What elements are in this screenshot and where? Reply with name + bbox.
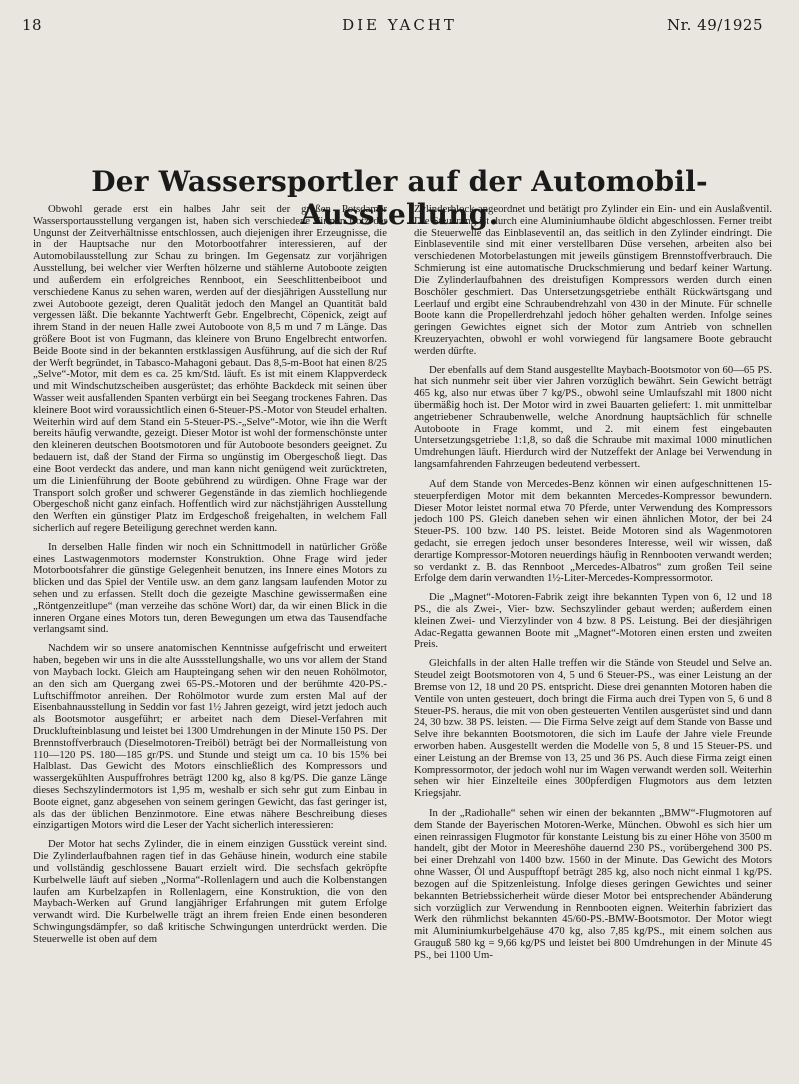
page-number: 18: [22, 16, 43, 34]
issue-number: Nr. 49/1925: [667, 16, 763, 34]
paragraph: Die „Magnet“-Motoren-Fabrik zeigt ihre bekannten Typen von 6, 12 und 18 PS., die als Zwei-, Vier- bzw. Sechszylinder gebaut werden; außerdem einen kleinen Zwei- und Vierzylinder von 4 bzw. 8 PS. Leistung. Bei der diesjährigen Adac-Regatta gewannen Boote mit „Magnet“-Motoren einen ersten und zweiten Preis.: [414, 591, 772, 651]
paragraph: Obwohl gerade erst ein halbes Jahr seit der großen Potsdamer Wassersportausstellung vergangen ist, haben sich verschiedene Firmen trotz der Ungunst der Zeitverhältnisse entschlossen, auch diejenigen ihrer Erzeugnisse, die in der Hauptsache nur den Motorbootfahrer interessieren, auf der Automobilausstellung zur Schau zu bringen. Im Gegensatz zur vorjährigen Ausstellung, bei welcher vier Werften hölzerne und stählerne Autoboote zeigten und außerdem ein erfolgreiches Rennboot, ein Seeschlittenbeiboot und verschiedene Kanus zu sehen waren, werden auf der diesjährigen Ausstellung nur zwei Autoboote gezeigt, deren Qualität jedoch den Mangel an Quantität bald vergessen läßt. Die bekannte Yachtwerft Gebr. Engelbrecht, Cöpenick, zeigt auf ihrem Stand in der neuen Halle zwei Autoboote von 8,5 m und 7 m Länge. Das größere Boot ist von Fugmann, das kleinere von Bruno Engelbrecht entworfen. Beide Boote sind in der bekannten erstklassigen Ausführung, auf die sich der Ruf der Werft begründet, in Tabasco-Mahagoni gebaut. Das 8,5-m-Boot hat einen 8/25 „Selve“-Motor, mit dem es ca. 25 km/Std. läuft. Es ist mit einem Klappverdeck und mit Windschutzscheiben ausgerüstet; das erhöhte Backdeck mit seinen über Wasser weit ausfallenden Spanten verbürgt ein bei Seegang trockenes Fahren. Das kleinere Boot wird voraussichtlich einen 6-Steuer-PS.-Motor von Steudel erhalten. Weiterhin wird auf dem Stand ein 5-Steuer-PS.-„Selve“-Motor, wie ihn die Werft bereits häufig verwandte, gezeigt. Dieser Motor ist wohl der formenschönste unter den kleineren deutschen Bootsmotoren und für Autoboote besonders geeignet. Zu bedauern ist, daß der Stand der Firma so ungünstig im Obergeschoß liegt. Das eine Boot verdeckt das andere, und man kann nicht genügend weit zurücktreten, um die Linienführung der Boote gebührend zu würdigen. Ohne Frage war der Transport solch großer und schwerer Gegenstände in das ziemlich hochliegende Obergeschoß nicht ganz einfach. Hoffentlich wird zur nächstjährigen Ausstellung den Werften ein günstiger Platz im Erdgeschoß freigehalten, in welchem Fall sicherlich auf regere Beteiligung gerechnet werden kann.: [33, 203, 387, 534]
paragraph: Nachdem wir so unsere anatomischen Kenntnisse aufgefrischt und erweitert haben, begeben wir uns in die alte Aussstellungshalle, wo uns vor allem der Stand von Maybach lockt. Gleich am Haupteingang sehen wir den neuen Rohölmotor, an den sich am Quergang zwei 65-PS.-Motoren und der berühmte 420-PS.-Luftschiffmotor anreihen. Der Rohölmotor wurde zum ersten Mal auf der Eisenbahnausstellung in Seddin vor fast 1½ Jahren gezeigt, wird jetzt jedoch auch als Bootsmotor ausgeführt; er arbeitet nach dem Diesel-Verfahren mit Drucklufteinblasung und leistet bei 1300 Umdrehungen in der Minute 150 PS. Der Brennstoffverbrauch (Dieselmotoren-Treiböl) beträgt bei der Normalleistung von 110—120 PS. 180—185 gr/PS. und Stunde und steigt um ca. 10 bis 15% bei Halblast. Das Gewicht des Motors einschließlich des Kompressors und wassergekühlten Auspuffrohres beträgt 1200 kg, also 8 kg/PS. Die ganze Länge dieses Sechszylindermotors ist 1,95 m, weshalb er sich sehr gut zum Einbau in Boote eignet, ganz abgesehen von seinem geringen Gewicht, das fast geringer ist, als das der üblichen Benzinmotore. Eine etwas nähere Beschreibung dieses einzigartigen Motors wird die Leser der Yacht sicherlich interessieren:: [33, 642, 387, 832]
right-column: [414, 204, 772, 969]
paragraph: In der „Radiohalle“ sehen wir einen der bekannten „BMW“-Flugmotoren auf dem Stande der Bayerischen Motoren-Werke, München. Obwohl es sich hier um einen reinrassigen Flugmotor für konstante Leistung bis zu einer Höhe von 3500 m handelt, gibt der Motor in Meereshöhe dauernd 230 PS., vorübergehend 300 PS. bei einer Drehzahl von 1400 bzw. 1560 in der Minute. Das Gewicht des Motors ohne Wasser, Öl und Auspufftopf beträgt 285 kg, also noch nicht einmal 1 kg/PS. bezogen auf die Spitzenleistung. Infolge dieses geringen Gewichtes und seiner bekannten Betriebssicherheit würde dieser Motor bei entsprechender Abänderung sich vorzüglich zur Verwendung in Rennbooten eignen. Weiterhin fabriziert das Werk den rühmlichst bekannten 45/60-PS.-BMW-Bootsmotor. Der Motor wiegt mit Aluminiumkurbelgehäuse 470 kg, also 7,85 kg/PS., mit einem solchen aus Grauguß 580 kg = 9,66 kg/PS und leistet bei 800 Umdrehungen in der Minute 45 PS., bei 1100 Um-: [414, 807, 772, 961]
paragraph: Gleichfalls in der alten Halle treffen wir die Stände von Steudel und Selve an. Steudel zeigt Bootsmotoren von 4, 5 und 6 Steuer-PS., was einer Leistung an der Bremse von 12, 18 und 20 PS. entspricht. Diese drei genannten Motoren haben die Ventile von unten gesteuert, doch bringt die Firma auch drei Typen von 5, 6 und 8 Steuer-PS. heraus, die mit von oben gesteuerten Ventilen ausgerüstet sind und dann 24, 30 bzw. 38 PS. leisten. — Die Firma Selve zeigt auf dem Stande von Basse und Selve ihre bekannten Bootsmotoren, die sich im Laufe der Jahre viele Freunde erworben haben. Ausgestellt werden die Modelle von 5, 8 und 15 Steuer-PS. und einer Leistung an der Bremse von 13, 25 und 36 PS. Auch diese Firma zeigt einen Kompressormotor, der jedoch wohl nur im Wagen verwandt werden soll. Weiterhin sehen wir hier Einzelteile eines 300pferdigen Flugmotors aus dem letzten Kriegsjahr.: [414, 657, 772, 800]
paragraph: In derselben Halle finden wir noch ein Schnittmodell in natürlicher Größe eines Lastwagenmotors modernster Konstruktion. Ohne Frage wird jeder Motorbootsfahrer die günstige Gelegenheit benutzen, ins Innere eines Motors zu blicken und das Spiel der Ventile usw. an dem ganz langsam laufenden Motor zu sehen und zu erfassen. Stellt doch die gezeigte Maschine gewissermaßen eine „Röntgenzeitlupe“ (man verzeihe das schöne Wort) dar, da wir einen Blick in die inneren Organe eines Motors tun, deren Bewegungen um etwa das Tausendfache verlangsamt sind.: [33, 540, 387, 636]
article-title: Der Wassersportler auf der Automobil-Ausstellung.: [91, 164, 708, 231]
paragraph: Der ebenfalls auf dem Stand ausgestellte Maybach-Bootsmotor von 60—65 PS. hat sich nunmehr seit über vier Jahren vorzüglich bewährt. Sein Gewicht beträgt 465 kg, also nur etwas über 7 kg/PS., obwohl seine Umlaufszahl mit 1800 nicht übermäßig hoch ist. Der Motor wird in zwei Bauarten geliefert: 1. mit unmittelbar angetriebener Schraubenwelle, welche Anordnung hauptsächlich für schnelle Autoboote in Frage kommt, und 2. mit einem fest eingebauten Untersetzungsgetriebe 1:1,8, so daß die Schraube mit maximal 1000 minutlichen Umdrehungen läuft. Hierdurch wird der Nutzeffekt der Anlage bei Verwendung in langsamfahrenden Fahrzeugen bedeutend verbessert.: [414, 363, 772, 471]
paragraph: Der Motor hat sechs Zylinder, die in einem einzigen Gusstück vereint sind. Die Zylinderlaufbahnen ragen tief in das Gehäuse hinein, wodurch eine stabile und vollständig geschlossene Bauart erzielt wird. Die sechsfach gekröpfte Kurbelwelle läuft auf sieben „Norma“-Rollenlagern und auch die Kolbenstangen laufen am Kurbelzapfen in Rollenlagern, eine Konstruktion, die von den Maybach-Werken auf Grund langjähriger Erfahrungen mit gutem Erfolge verwandt wird. Die Kurbelwelle trägt an ihrem freien Ende einen besonderen Schwingungsdämpfer, so daß kritische Schwingungen unterdrückt werden. Die Steuerwelle ist oben auf dem: [33, 838, 387, 945]
left-column: [33, 204, 387, 953]
paragraph: Auf dem Stande von Mercedes-Benz können wir einen aufgeschnittenen 15-steuerpferdigen Motor mit dem bekannten Mercedes-Kompressor bewundern. Dieser Motor leistet normal etwa 70 Pferde, unter Verwendung des Kompressors jedoch 100 PS. Gleich daneben sehen wir einen ähnlichen Motor, der bei 24 Steuer-PS. 100 bzw. 140 PS. leistet. Beide Motoren sind als Wagenmotoren gedacht, sie erregen jedoch unser besonderes Interesse, weil wir wissen, daß derartige Kompressor-Motoren neuerdings häufig in Rennbooten verwandt werden; so verdankt z. B. das Rennboot „Mercedes-Albatros“ zum großen Teil seine Erfolge dem darin verwandten 1½-Liter-Mercedes-Kompressormotor.: [414, 477, 772, 585]
journal-title: DIE YACHT: [342, 16, 457, 34]
paragraph: Zylinderblock angeordnet und betätigt pro Zylinder ein Ein- und ein Auslaßventil. Die Steuerung ist durch eine Aluminiumhaube öldicht abgeschlossen. Ferner treibt die Steuerwelle das Einblaseventil an, das seitlich in den Zylinder eindringt. Die Einblaseventile sind mit einer verstellbaren Düse versehen, arbeiten also bei verschiedenen Motorbelastungen mit jeweils günstigem Brennstoffverbrauch. Die Schmierung ist eine automatische Druckschmierung und bedarf keiner Wartung. Die Zylinderlaufbahnen des dreistufigen Kompressors werden durch einen Boschöler geschmiert. Das Untersetzungsgetriebe enthält Rückwärtsgang und Leerlauf und ergibt eine Schraubendrehzahl von 430 in der Minute. Für schnelle Boote kann die Propellerdrehzahl jedoch höher gehalten werden. Infolge seines geringen Gewichtes eignet sich der Motor zum Antrieb von schnellen Kreuzeryachten, obwohl er wohl vorwiegend für langsamere Boote gebraucht werden dürfte.: [414, 203, 772, 357]
